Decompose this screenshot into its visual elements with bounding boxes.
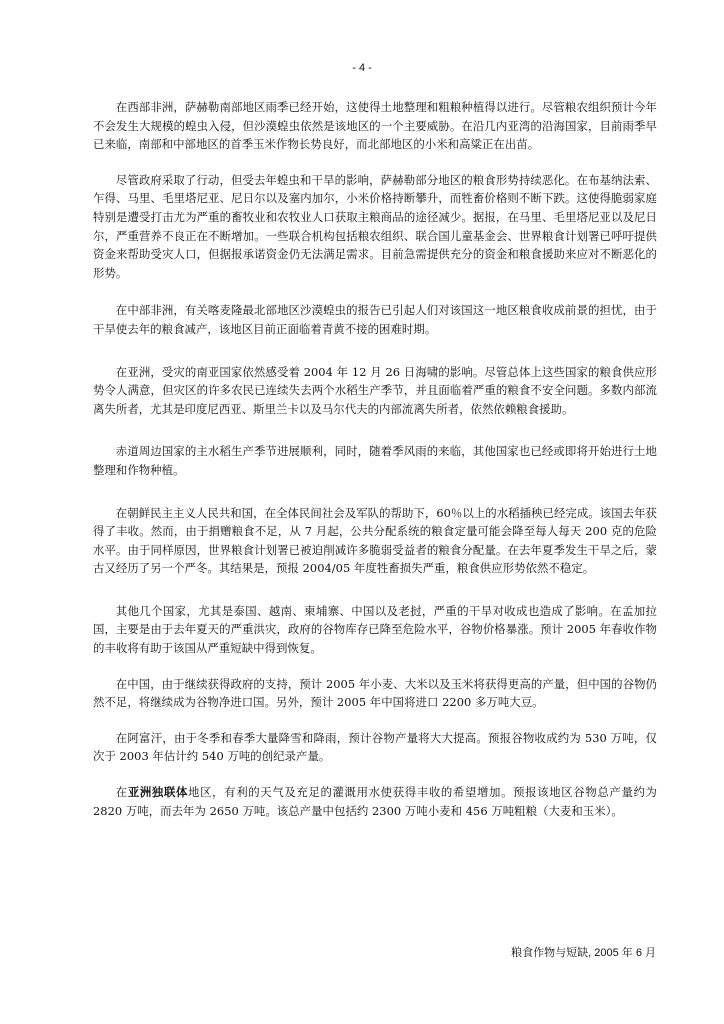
paragraph-asia-tsunami: 在亚洲，受灾的南亚国家依然感受着 2004 年 12 月 26 日海啸的影响。尽管总体上这些国家的粮食供应形势令人满意，但灾区的许多农民已连续失去两个水稻生产季节，并且面临着严重的粮食不安全问题。多数内部流离失所者，尤其是印度尼西亚、斯里兰卡以及马尔代夫的内部流离失所者，依然依赖粮食援助。 bbox=[93, 364, 657, 416]
cis-bold-term: 亚洲独联体 bbox=[127, 785, 189, 800]
footer: 粮食作物与短缺, 2005 年 6 月 bbox=[511, 947, 656, 959]
paragraph-drought: 其他几个国家，尤其是泰国、越南、柬埔寨、中国以及老挝，严重的干旱对收成也造成了影响。在孟加拉国，主要是由于去年夏天的严重洪灾，政府的谷物库存已降至危险水平，谷物价格暴涨。预计 2005 年春收作物的丰收将有助于该国从严重短缺中得到恢复。 bbox=[93, 603, 657, 656]
cis-rest: 地区，有利的天气及充足的灌溉用水使获得丰收的希望增加。预报该地区谷物总产量约为 2820 万吨，而去年为 2650 万吨。该总产量中包括约 2300 万吨小麦和 456 万吨粗粮（大麦和玉米）。 bbox=[93, 785, 657, 818]
paragraph-equatorial: 赤道周边国家的主水稻生产季节进展顺利，同时，随着季风雨的来临，其他国家也已经或即将开始进行土地整理和作物种植。 bbox=[93, 444, 657, 477]
cis-prefix: 在 bbox=[115, 785, 128, 800]
paragraph-china: 在中国，由于继续获得政府的支持，预计 2005 年小麦、大米以及玉米将获得更高的产量，但中国的谷物仍然不足，将继续成为谷物净进口国。另外，预计 2005 年中国将进口 2200 多万吨大豆。 bbox=[93, 676, 657, 710]
paragraph-central-africa: 在中部非洲，有关喀麦隆最北部地区沙漠蝗虫的报告已引起人们对该国这一地区粮食收成前景的担忧，由于干旱使去年的粮食减产，该地区目前正面临着青黄不接的困难时期。 bbox=[93, 303, 657, 336]
paragraph-west-africa: 在西部非洲，萨赫勒南部地区雨季已经开始，这使得土地整理和粗粮种植得以进行。尽管粮农组织预计今年不会发生大规模的蝗虫入侵，但沙漠蝗虫依然是该地区的一个主要威胁。在沿几内亚湾的沿海国家，目前雨季早已来临，南部和中部地区的首季玉米作物长势良好，而北部地区的小米和高粱正在出苗。 bbox=[93, 100, 657, 152]
page-number: - 4 - bbox=[352, 62, 372, 74]
paragraph-afghanistan: 在阿富汗，由于冬季和春季大量降雪和降雨，预计谷物产量将大大提高。预报谷物收成约为 530 万吨，仅次于 2003 年估计约 540 万吨的创纪录产量。 bbox=[93, 730, 657, 764]
document-body bbox=[93, 98, 657, 820]
paragraph-sahel: 尽管政府采取了行动，但受去年蝗虫和干旱的影响，萨赫勒部分地区的粮食形势持续恶化。在布基纳法索、乍得、马里、毛里塔尼亚、尼日尔以及塞内加尔，小米价格持断攀升，而牲畜价格则不断下跌。这使得脆弱家庭特别是遭受打击尤为严重的畜牧业和农牧业人口获取主粮商品的途径减少。据报，在马里、毛里塔尼亚以及尼日尔，严重营养不良正在不断增加。一些联合机构包括粮农组织、联合国儿童基金会、世界粮食计划署已呼吁提供资金来帮助受灾人口，但据报承诺资金仍无法满足需求。目前急需提供充分的资金和粮食援助来应对不断恶化的形势。 bbox=[93, 172, 657, 280]
paragraph-cis bbox=[93, 783, 657, 820]
paragraph-dprk: 在朝鲜民主主义人民共和国，在全体民间社会及军队的帮助下，60％以上的水稻插秧已经完成。该国去年获得了丰收。然而，由于捐赠粮食不足，从 7 月起，公共分配系统的粮食定量可能会降至每人每天 200 克的危险水平。由于同样原因，世界粮食计划署已被迫削减许多脆弱受益者的粮食分配量。在去年夏季发生干旱之后，蒙古又经历了另一个严冬。其结果是，预报 2004/05 年度牲畜损失严重，粮食供应形势依然不稳定。 bbox=[93, 505, 657, 576]
